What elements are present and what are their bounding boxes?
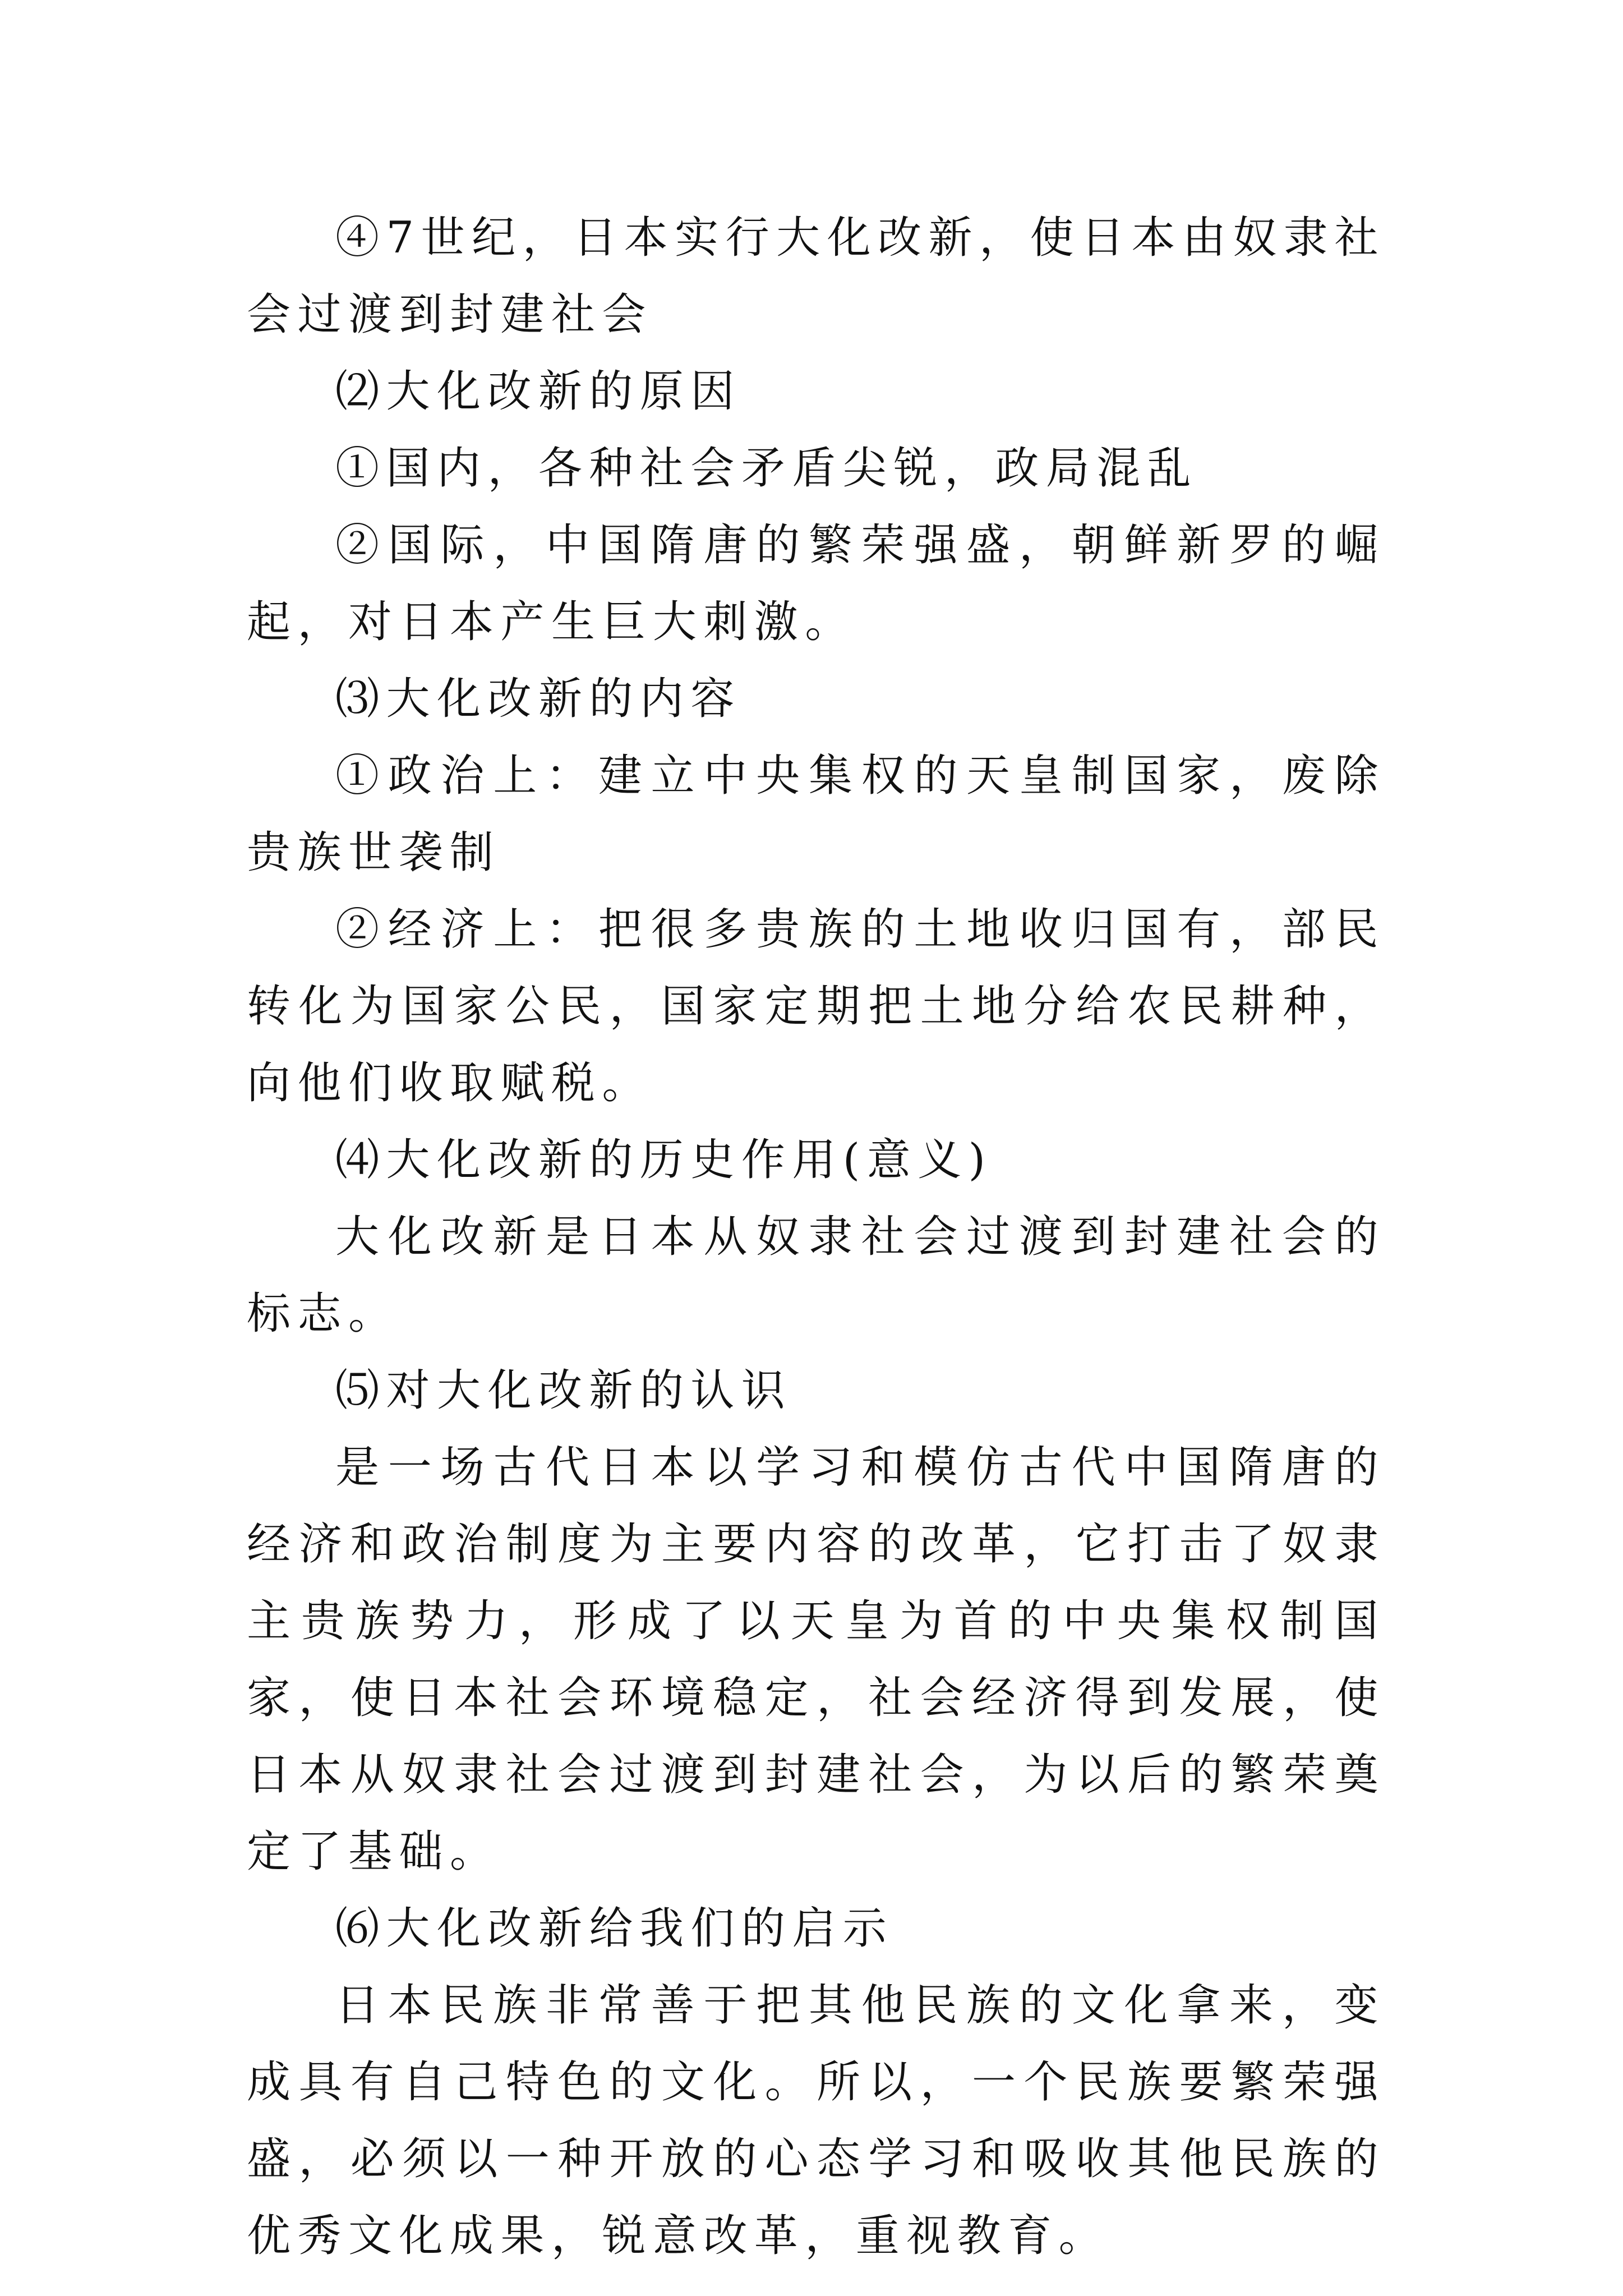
paragraph-inspiration: 日本民族非常善于把其他民族的文化拿来，变成具有自己特色的文化。所以，一个民族要繁荣强盛，必须以一种开放的心态学习和吸收其他民族的优秀文化成果，锐意改革，重视教育。 xyxy=(247,1980,1385,2261)
paragraph-taika-reform-intro: ④7世纪，日本实行大化改新，使日本由奴隶社会过渡到封建社会 xyxy=(247,213,1385,340)
heading-inspiration: ⑹大化改新给我们的启示 xyxy=(335,1903,894,1954)
paragraph-political-content: ①政治上：建立中央集权的天皇制国家，废除贵族世袭制 xyxy=(247,751,1385,878)
paragraph-domestic-cause: ①国内，各种社会矛盾尖锐，政局混乱 xyxy=(335,443,1198,494)
document-page xyxy=(247,200,1385,2275)
heading-historical-significance: ⑷大化改新的历史作用(意义) xyxy=(335,1135,993,1185)
heading-understanding: ⑸对大化改新的认识 xyxy=(335,1365,792,1416)
paragraph-economic-content: ②经济上：把很多贵族的土地收归国有，部民转化为国家公民，国家定期把土地分给农民耕种，向他们收取赋税。 xyxy=(247,904,1385,1108)
heading-reform-content: ⑶大化改新的内容 xyxy=(335,674,741,724)
paragraph-international-cause: ②国际，中国隋唐的繁荣强盛，朝鲜新罗的崛起，对日本产生巨大刺激。 xyxy=(247,520,1385,647)
heading-reform-causes: ⑵大化改新的原因 xyxy=(335,366,741,417)
paragraph-significance: 大化改新是日本从奴隶社会过渡到封建社会的标志。 xyxy=(247,1212,1385,1339)
paragraph-understanding: 是一场古代日本以学习和模仿古代中国隋唐的经济和政治制度为主要内容的改革，它打击了奴隶主贵族势力，形成了以天皇为首的中央集权制国家，使日本社会环境稳定，社会经济得到发展，使日本从奴隶社会过渡到封建社会，为以后的繁荣奠定了基础。 xyxy=(247,1442,1385,1877)
